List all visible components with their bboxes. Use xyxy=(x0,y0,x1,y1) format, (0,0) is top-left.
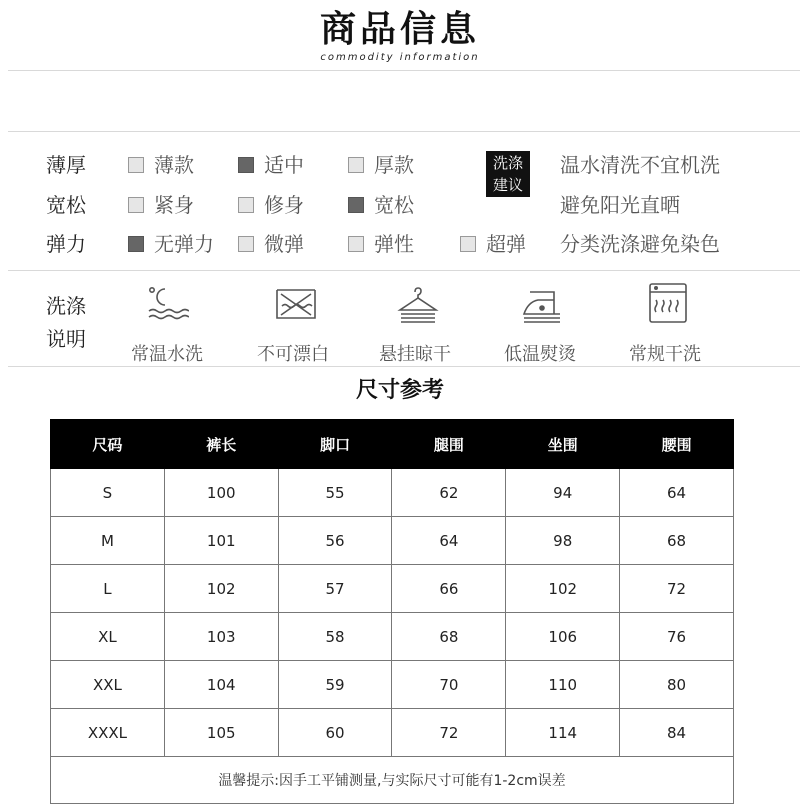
table-cell: L xyxy=(51,565,165,613)
table-cell: XL xyxy=(51,613,165,661)
table-cell: 101 xyxy=(164,517,278,565)
option-label: 弹性 xyxy=(374,232,414,256)
table-cell: M xyxy=(51,517,165,565)
option-label: 修身 xyxy=(264,193,304,217)
table-cell: 64 xyxy=(392,517,506,565)
wash-advice-tag xyxy=(486,151,530,197)
divider xyxy=(8,70,800,71)
table-tip-row xyxy=(51,757,734,804)
no-bleach-icon xyxy=(274,284,318,332)
page-subtitle: commodity information xyxy=(320,52,480,63)
divider xyxy=(8,366,800,367)
table-row xyxy=(51,469,734,517)
table-cell: 103 xyxy=(164,613,278,661)
table-row xyxy=(51,661,734,709)
table-cell: S xyxy=(51,469,165,517)
table-cell: 106 xyxy=(506,613,620,661)
table-cell: 62 xyxy=(392,469,506,517)
care-item-label: 常温水洗 xyxy=(131,344,203,365)
attr-label-fit: 宽松 xyxy=(46,193,86,217)
attr-label-thickness: 薄厚 xyxy=(46,153,86,177)
option-medium xyxy=(238,153,304,177)
table-cell: 68 xyxy=(392,613,506,661)
page-title: 商品信息 xyxy=(319,9,480,50)
table-cell: 102 xyxy=(164,565,278,613)
checkbox xyxy=(348,236,364,252)
care-label: 洗涤 xyxy=(46,294,86,318)
table-cell: 59 xyxy=(278,661,392,709)
table-row xyxy=(51,709,734,757)
table-cell: 57 xyxy=(278,565,392,613)
option-thick xyxy=(348,153,414,177)
option-label: 紧身 xyxy=(154,193,194,217)
option-label: 微弹 xyxy=(264,232,304,256)
wash-note: 分类洗涤避免染色 xyxy=(560,232,720,256)
checkbox xyxy=(238,236,254,252)
table-cell: 98 xyxy=(506,517,620,565)
option-thin xyxy=(128,153,194,177)
wash-note: 避免阳光直晒 xyxy=(560,193,680,217)
wash-advice-tag-line: 洗涤 xyxy=(492,154,523,172)
column-header: 尺码 xyxy=(51,420,165,469)
table-cell: 105 xyxy=(164,709,278,757)
table-row xyxy=(51,565,734,613)
option-label: 厚款 xyxy=(374,153,414,177)
wash-note: 温水清洗不宜机洗 xyxy=(560,153,720,177)
checkbox xyxy=(348,157,364,173)
checkbox-checked xyxy=(238,157,254,173)
table-cell: 104 xyxy=(164,661,278,709)
size-table-header xyxy=(51,420,734,469)
table-row xyxy=(51,613,734,661)
option-loose xyxy=(348,193,414,217)
option-label: 宽松 xyxy=(374,193,414,217)
checkbox-checked xyxy=(348,197,364,213)
size-table xyxy=(50,419,734,804)
option-label: 无弹力 xyxy=(154,232,214,256)
hang-dry-icon xyxy=(396,284,440,332)
dry-clean-icon xyxy=(646,281,690,329)
table-cell: 100 xyxy=(164,469,278,517)
column-header: 腰围 xyxy=(620,420,734,469)
checkbox xyxy=(238,197,254,213)
option-label: 薄款 xyxy=(154,153,194,177)
table-cell: 80 xyxy=(620,661,734,709)
table-cell: 56 xyxy=(278,517,392,565)
size-chart-title: 尺寸参考 xyxy=(355,378,444,403)
table-cell: 72 xyxy=(620,565,734,613)
care-label: 说明 xyxy=(46,327,86,351)
table-cell: 58 xyxy=(278,613,392,661)
table-cell: XXL xyxy=(51,661,165,709)
attr-label-elasticity: 弹力 xyxy=(46,232,86,256)
table-cell: 70 xyxy=(392,661,506,709)
checkbox xyxy=(128,157,144,173)
option-label: 适中 xyxy=(264,153,304,177)
option-super-stretch xyxy=(460,232,526,256)
checkbox-checked xyxy=(128,236,144,252)
table-cell: 60 xyxy=(278,709,392,757)
option-slight-stretch xyxy=(238,232,304,256)
option-no-stretch xyxy=(128,232,214,256)
column-header: 脚口 xyxy=(278,420,392,469)
table-cell: 84 xyxy=(620,709,734,757)
checkbox xyxy=(128,197,144,213)
wash-advice-tag-line: 建议 xyxy=(492,176,523,194)
divider xyxy=(8,131,800,132)
measurement-tip: 温馨提示:因手工平铺测量,与实际尺寸可能有1-2cm误差 xyxy=(51,757,734,804)
table-cell: 110 xyxy=(506,661,620,709)
wash-water-icon xyxy=(145,284,189,332)
checkbox xyxy=(460,236,476,252)
table-cell: 55 xyxy=(278,469,392,517)
care-item-label: 低温熨烫 xyxy=(504,344,576,365)
care-item-label: 常规干洗 xyxy=(629,344,701,365)
option-label: 超弹 xyxy=(486,232,526,256)
table-cell: 76 xyxy=(620,613,734,661)
option-slim xyxy=(238,193,304,217)
table-cell: 66 xyxy=(392,565,506,613)
table-row xyxy=(51,517,734,565)
table-cell: 64 xyxy=(620,469,734,517)
table-cell: XXXL xyxy=(51,709,165,757)
low-iron-icon xyxy=(520,284,564,332)
option-tight xyxy=(128,193,194,217)
table-cell: 114 xyxy=(506,709,620,757)
divider xyxy=(8,270,800,271)
table-cell: 72 xyxy=(392,709,506,757)
table-cell: 102 xyxy=(506,565,620,613)
column-header: 裤长 xyxy=(164,420,278,469)
care-item-label: 悬挂晾干 xyxy=(379,344,451,365)
column-header: 坐围 xyxy=(506,420,620,469)
table-cell: 68 xyxy=(620,517,734,565)
column-header: 腿围 xyxy=(392,420,506,469)
option-stretch xyxy=(348,232,414,256)
care-item-label: 不可漂白 xyxy=(257,344,329,365)
table-cell: 94 xyxy=(506,469,620,517)
